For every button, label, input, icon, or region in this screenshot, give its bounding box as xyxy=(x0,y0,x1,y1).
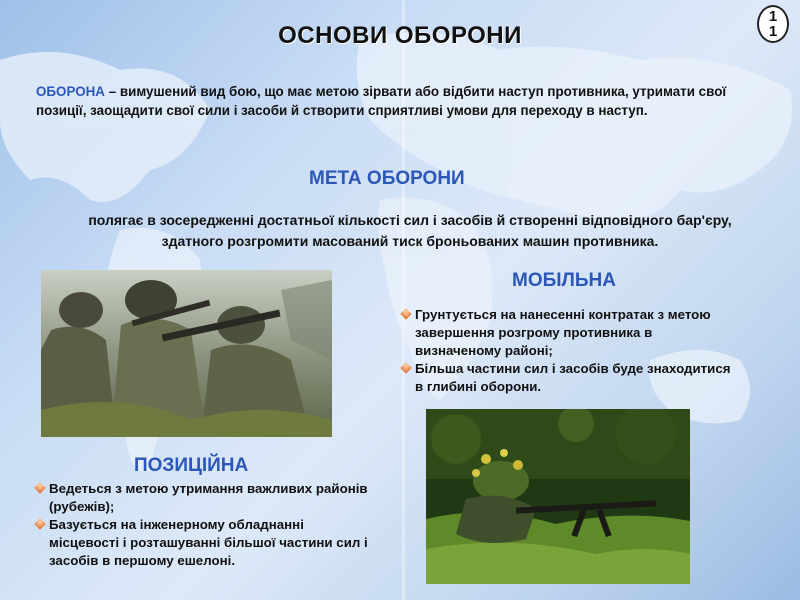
badge-digit-bottom: 1 xyxy=(768,23,778,40)
list-item: Базується на інженерному обладнанні місцевості і розташуванні більшої частини сил і засобів в першому ешелоні. xyxy=(36,516,376,570)
positional-heading: ПОЗИЦІЙНА xyxy=(134,455,249,476)
positional-list xyxy=(36,480,376,570)
mobile-heading: МОБІЛЬНА xyxy=(512,270,616,291)
list-item: Більша частини сил і засобів буде знаходитися в глибині оборони. xyxy=(402,360,732,396)
list-item: Ведеться з метою утримання важливих районів (рубежів); xyxy=(36,480,376,516)
list-item: Грунтується на нанесенні контратак з метою завершення розгрому противника в визначеному районі; xyxy=(402,306,732,360)
badge-digit-top: 1 xyxy=(768,8,778,25)
photo-machine-gunner xyxy=(426,409,690,584)
goal-text: полягає в зосередженні достатньої кількості сил і засобів й створенні відповідного бар'єру, здатного розгромити масований тиск броньованих машин противника. xyxy=(88,212,732,249)
defense-definition xyxy=(36,82,756,120)
goal-heading: МЕТА ОБОРОНИ xyxy=(309,168,465,189)
mobile-list xyxy=(402,306,732,396)
slide-title: ОСНОВИ ОБОРОНИ xyxy=(278,22,522,49)
bullet-diamond-icon xyxy=(34,482,45,493)
definition-text: – вимушений вид бою, що має метою зірвати або відбити наступ противника, утримати свої позиції, заощадити свої сили і засоби й створити сприятливі умови для переходу в наступ. xyxy=(36,84,727,118)
bullet-diamond-icon xyxy=(400,308,411,319)
bullet-diamond-icon xyxy=(400,362,411,373)
photo-soldiers-camouflage xyxy=(41,270,332,437)
definition-term: ОБОРОНА xyxy=(36,84,105,99)
slide-number-badge xyxy=(757,5,789,43)
bullet-diamond-icon xyxy=(34,518,45,529)
